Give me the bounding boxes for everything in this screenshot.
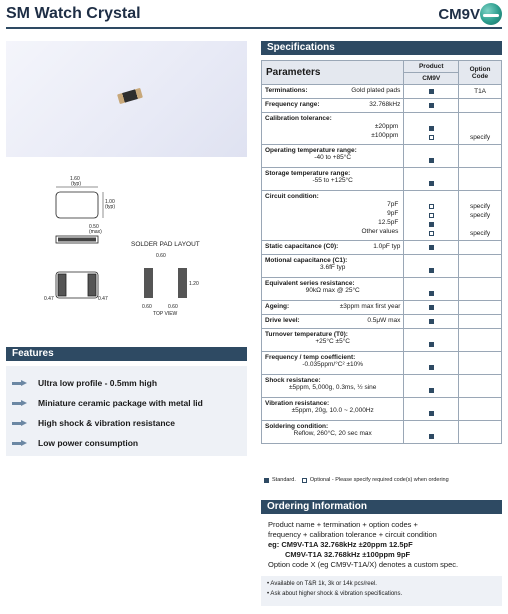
spec-value: ±5ppm, 20g, 10.0 ~ 2,000Hz: [291, 407, 374, 414]
crystal-chip-image: [117, 88, 143, 104]
spec-label: Vibration resistance:: [265, 400, 330, 407]
dim-length-note: (typ): [71, 181, 81, 187]
option-code: specify: [469, 134, 491, 141]
dim-pad-width-left: 0.60: [142, 304, 152, 310]
ordering-line: Product name + termination + option codes +: [268, 520, 418, 529]
filled-square-icon: [429, 222, 434, 227]
spec-value: Other values: [361, 228, 399, 235]
filled-square-icon: [429, 342, 434, 347]
spec-product-cell: [404, 398, 459, 421]
spec-value: ±20ppm: [374, 123, 399, 130]
filled-square-icon: [429, 388, 434, 393]
solder-pad-title: SOLDER PAD LAYOUT: [131, 241, 200, 248]
spec-value: ±100ppm: [371, 132, 399, 139]
ordering-info: [268, 520, 502, 570]
spec-parameter-cell: [262, 113, 404, 145]
product-header-code: CM9V: [404, 72, 458, 84]
spec-parameter-cell: [262, 255, 404, 278]
spec-product-cell: [404, 352, 459, 375]
dim-pad-right: 0.47: [98, 296, 108, 302]
dim-pad-left: 0.47: [44, 296, 54, 302]
spec-option-cell: [459, 168, 502, 191]
filled-square-icon: [429, 305, 434, 310]
spec-parameter-cell: [262, 352, 404, 375]
spec-option-cell: [459, 85, 502, 99]
ordering-line: frequency + calibration tolerance + circuit condition: [268, 530, 437, 539]
spec-row: [262, 168, 502, 191]
open-square-icon: [429, 213, 434, 218]
option-code: [462, 363, 498, 372]
spec-value: -40 to +85°C: [314, 154, 352, 161]
specifications-heading: Specifications: [261, 41, 502, 55]
spec-value: ±3ppm max first year: [339, 303, 401, 310]
spec-row: [262, 398, 502, 421]
spec-option-cell: [459, 375, 502, 398]
feature-item: [6, 394, 203, 412]
legend-optional: Optional - Please specify required code(s) when ordering: [309, 477, 449, 483]
spec-product-cell: [404, 315, 459, 329]
spec-parameter-cell: [262, 329, 404, 352]
open-square-icon: [429, 204, 434, 209]
spec-option-cell: [459, 278, 502, 301]
option-code: [462, 220, 498, 229]
spec-parameter-cell: [262, 398, 404, 421]
spec-row: [262, 421, 502, 444]
dim-pad-gap: 0.60: [168, 304, 178, 310]
spec-option-cell: [459, 301, 502, 315]
spec-label: Calibration tolerance:: [265, 115, 332, 122]
spec-option-cell: [459, 421, 502, 444]
ordering-heading: Ordering Information: [261, 500, 502, 514]
spec-row: [262, 191, 502, 241]
spec-value: Reflow, 260°C, 20 sec max: [293, 430, 372, 437]
spec-value: 3.6fF typ: [320, 264, 346, 271]
spec-label: Static capacitance (C0):: [265, 243, 339, 250]
option-code: [462, 266, 498, 275]
legend-standard: Standard.: [272, 477, 296, 483]
spec-label: Operating temperature range:: [265, 147, 357, 154]
filled-square-icon: [429, 181, 434, 186]
spec-value: 32.768kHz: [369, 101, 401, 108]
spec-value: 12.5pF: [378, 219, 399, 226]
spec-value: 9pF: [387, 210, 399, 217]
features-heading: Features: [6, 347, 247, 361]
spec-label: Frequency / temp coefficient:: [265, 354, 356, 361]
filled-square-icon: [429, 268, 434, 273]
filled-square-icon: [429, 126, 434, 131]
note-item: • Ask about higher shock & vibration specifications.: [267, 591, 403, 597]
spec-parameter-cell: [262, 168, 404, 191]
arrow-right-icon: [12, 380, 28, 387]
spec-option-cell: [459, 315, 502, 329]
option-code: [462, 386, 498, 395]
spec-parameter-cell: [262, 85, 404, 99]
spec-values: [265, 430, 400, 437]
top-view-outline: [56, 192, 98, 218]
option-header-label: Option: [469, 65, 491, 73]
spec-parameter-cell: [262, 278, 404, 301]
filled-square-icon: [264, 478, 269, 483]
option-code: [462, 340, 498, 349]
open-square-icon: [429, 135, 434, 140]
spec-value: +25°C ±5°C: [315, 338, 350, 345]
spec-row: [262, 301, 502, 315]
spec-legend: [264, 477, 449, 483]
filled-square-icon: [429, 319, 434, 324]
dim-length: 1.60: [70, 176, 80, 182]
spec-label: Soldering condition:: [265, 423, 329, 430]
filled-square-icon: [429, 434, 434, 439]
spec-label: Drive level:: [265, 317, 300, 324]
spec-values: [265, 338, 400, 345]
spec-row: [262, 145, 502, 168]
spec-option-cell: [459, 398, 502, 421]
option-code: [462, 179, 498, 188]
spec-row: [262, 315, 502, 329]
spec-label: Frequency range:: [265, 101, 320, 108]
option-code: T1A: [474, 88, 487, 95]
parameters-header: Parameters: [262, 61, 404, 85]
arrow-right-icon: [12, 400, 28, 407]
side-view-outline: [56, 236, 98, 243]
note-item: • Available on T&R 1k, 3k or 14k pcs/reel.: [267, 581, 377, 587]
dim-width: 1.00: [105, 199, 115, 205]
spec-label: Motional capacitance (C1):: [265, 257, 348, 264]
spec-option-cell: [459, 113, 502, 145]
spec-values: [265, 384, 400, 391]
feature-item: [6, 434, 138, 452]
spec-label: Ageing:: [265, 303, 290, 310]
spec-product-cell: [404, 278, 459, 301]
specifications-table: [261, 60, 502, 444]
spec-value: 7pF: [387, 201, 399, 208]
spec-option-cell: [459, 329, 502, 352]
page-title: SM Watch Crystal: [6, 5, 141, 22]
ordering-notes: [261, 576, 502, 606]
product-photo: [6, 41, 247, 157]
spec-values: [265, 407, 400, 414]
filled-square-icon: [429, 411, 434, 416]
spec-value: ±5ppm, 5,000g, 0.3ms, ½ sine: [288, 384, 377, 391]
spec-label: Turnover temperature (T0):: [265, 331, 348, 338]
spec-values: [265, 264, 400, 271]
spec-option-cell: [459, 99, 502, 113]
option-header-code: Code: [471, 72, 489, 80]
spec-product-cell: [404, 241, 459, 255]
spec-row: [262, 99, 502, 113]
dimension-drawing: [6, 170, 247, 332]
option-code: [462, 289, 498, 298]
arrow-right-icon: [12, 440, 28, 447]
spec-parameter-cell: [262, 241, 404, 255]
option-code: [462, 317, 498, 326]
feature-text: Miniature ceramic package with metal lid: [38, 398, 203, 408]
features-panel: [6, 366, 247, 456]
option-code: [462, 243, 498, 252]
spec-parameter-cell: [262, 99, 404, 113]
spec-values: [265, 200, 400, 236]
filled-square-icon: [429, 365, 434, 370]
spec-row: [262, 85, 502, 99]
option-code: [462, 409, 498, 418]
bottom-view-outline: [56, 272, 98, 298]
spec-parameter-cell: [262, 145, 404, 168]
spec-option-cell: [459, 241, 502, 255]
option-code: specify: [469, 230, 491, 237]
spec-values: [265, 361, 400, 368]
feature-text: Ultra low profile - 0.5mm high: [38, 378, 158, 388]
spec-row: [262, 352, 502, 375]
spec-value: -0.035ppm/°C² ±10%: [302, 361, 364, 368]
spec-values: [265, 154, 400, 161]
spec-label: Equivalent series resistance:: [265, 280, 355, 287]
spec-product-cell: [404, 255, 459, 278]
spec-label: Terminations:: [265, 87, 308, 94]
option-code: specify: [469, 212, 491, 219]
spec-value: -55 to +125°C: [312, 177, 353, 184]
option-header: [459, 61, 502, 85]
feature-item: [6, 414, 175, 432]
open-square-icon: [429, 231, 434, 236]
dim-width-note: (typ): [105, 204, 115, 210]
arrow-right-icon: [12, 420, 28, 427]
spec-product-cell: [404, 301, 459, 315]
brand-logo-icon: [480, 3, 502, 25]
dim-height: 0.50: [89, 224, 99, 230]
spec-product-cell: [404, 85, 459, 99]
spec-values: [265, 287, 400, 294]
product-header: [404, 61, 459, 85]
top-view-label: TOP VIEW: [153, 311, 178, 317]
spec-option-cell: [459, 145, 502, 168]
feature-text: High shock & vibration resistance: [38, 418, 175, 428]
product-header-label: Product: [418, 63, 444, 70]
header-rule: [6, 27, 502, 29]
product-code: CM9V: [438, 6, 480, 23]
spec-label: Shock resistance:: [265, 377, 321, 384]
feature-item: [6, 374, 157, 392]
spec-option-cell: [459, 352, 502, 375]
spec-row: [262, 329, 502, 352]
spec-value: 90kΩ max @ 25°C: [305, 287, 360, 294]
ordering-example: CM9V-T1A 32.768kHz ±100ppm 9pF: [285, 550, 411, 559]
spec-row: [262, 375, 502, 398]
spec-values: [265, 122, 400, 140]
spec-product-cell: [404, 168, 459, 191]
spec-product-cell: [404, 191, 459, 241]
spec-row: [262, 241, 502, 255]
option-code: [462, 156, 498, 165]
spec-option-cell: [459, 255, 502, 278]
spec-product-cell: [404, 145, 459, 168]
spec-parameter-cell: [262, 191, 404, 241]
filled-square-icon: [429, 291, 434, 296]
dim-pad-height: 1.20: [189, 281, 199, 287]
filled-square-icon: [429, 245, 434, 250]
spec-product-cell: [404, 375, 459, 398]
solder-pad-layout: [144, 268, 187, 298]
spec-option-cell: [459, 191, 502, 241]
spec-values: [265, 177, 400, 184]
spec-value: 1.0pF typ: [373, 243, 401, 250]
spec-parameter-cell: [262, 421, 404, 444]
option-code: specify: [469, 203, 491, 210]
specifications-body: [262, 85, 502, 444]
option-code: [462, 124, 498, 133]
filled-square-icon: [429, 158, 434, 163]
spec-value: 0.5μW max: [367, 317, 401, 324]
dim-pad-width-top: 0.60: [156, 253, 166, 259]
open-square-icon: [302, 478, 307, 483]
option-code: [462, 101, 498, 110]
filled-square-icon: [429, 103, 434, 108]
spec-parameter-cell: [262, 375, 404, 398]
spec-product-cell: [404, 99, 459, 113]
spec-value: Gold plated pads: [351, 87, 401, 94]
spec-parameter-cell: [262, 315, 404, 329]
option-code: [462, 303, 498, 312]
spec-row: [262, 278, 502, 301]
spec-label: Circuit condition:: [265, 193, 319, 200]
spec-row: [262, 255, 502, 278]
dim-height-note: (max): [89, 229, 102, 235]
spec-row: [262, 113, 502, 145]
spec-label: Storage temperature range:: [265, 170, 351, 177]
ordering-example: eg: CM9V-T1A 32.768kHz ±20ppm 12.5pF: [268, 540, 413, 549]
spec-parameter-cell: [262, 301, 404, 315]
feature-text: Low power consumption: [38, 438, 139, 448]
option-code: [462, 432, 498, 441]
spec-product-cell: [404, 113, 459, 145]
ordering-line: Option code X (eg CM9V-T1A/X) denotes a custom spec.: [268, 560, 459, 569]
filled-square-icon: [429, 89, 434, 94]
spec-product-cell: [404, 421, 459, 444]
spec-product-cell: [404, 329, 459, 352]
